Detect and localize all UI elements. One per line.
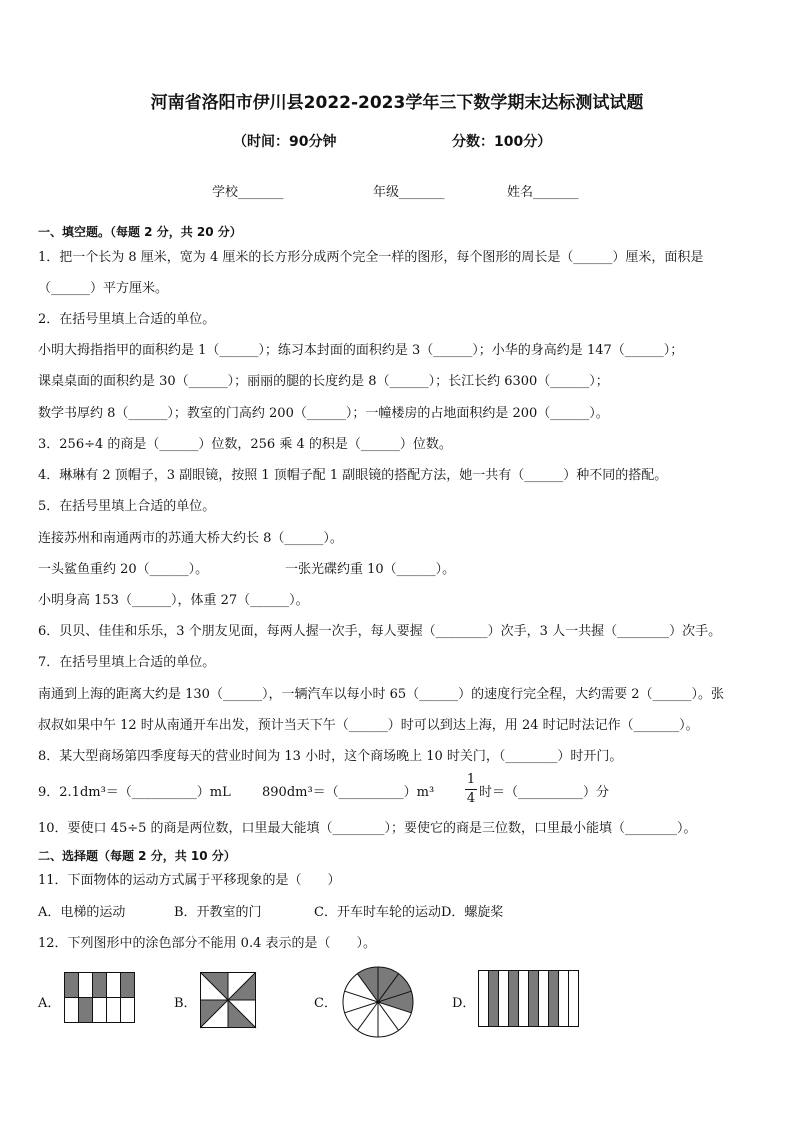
question-6: 6．贝贝、佳佳和乐乐，3 个朋友见面，每两人握一次手，每人要握（________）次手，3 人一共握（________）次手。 xyxy=(38,624,722,639)
question-2-line-2: 课桌桌面的面积约是 30（______）；丽丽的腿的长度约是 8（______）；长江长约 6300（______）； xyxy=(38,374,609,389)
question-5-line-3: 小明身高 153（______），体重 27（______）。 xyxy=(38,593,309,608)
figure-a-label: A． xyxy=(38,996,61,1011)
question-12: 12．下列图形中的涂色部分不能用 0.4 表示的是（ ）。 xyxy=(38,936,376,951)
fraction-numerator: 1 xyxy=(466,772,476,787)
question-11-option-b: B．开教室的门 xyxy=(174,905,262,920)
exam-score: 分数：100分） xyxy=(452,134,552,150)
section-heading-fill: 一、填空题。（每题 2 分，共 20 分） xyxy=(38,225,242,239)
question-9-part-b: 890dm³＝（__________）m³ xyxy=(262,785,435,800)
school-field: 学校_______ xyxy=(212,185,284,200)
name-field: 姓名_______ xyxy=(507,185,579,200)
question-2-line-1: 小明大拇指指甲的面积约是 1（______）；练习本封面的面积约是 3（______）；小华的身高约是 147（______）； xyxy=(38,343,684,358)
question-1-cont: （______）平方厘米。 xyxy=(38,281,169,296)
question-1: 1．把一个长为 8 厘米，宽为 4 厘米的长方形分成两个完全一样的图形，每个图形的周长是（______）厘米，面积是 xyxy=(38,250,704,265)
fraction-bar xyxy=(465,789,477,790)
exam-time: （时间：90分钟 xyxy=(233,134,337,150)
question-11-option-a: A．电梯的运动 xyxy=(38,905,126,920)
question-7-line-1: 南通到上海的距离大约是 130（______），一辆汽车以每小时 65（______）的速度行完全程，大约需要 2（______）。张 xyxy=(38,687,725,702)
question-3: 3．256÷4 的商是（______）位数，256 乘 4 的积是（______）位数。 xyxy=(38,437,452,452)
question-11: 11．下面物体的运动方式属于平移现象的是（ ） xyxy=(38,873,341,888)
figure-d-label: D． xyxy=(452,996,476,1011)
question-4: 4．琳琳有 2 顶帽子，3 副眼镜，按照 1 顶帽子配 1 副眼镜的搭配方法，她一共有（______）种不同的搭配。 xyxy=(38,468,668,483)
figure-b-label: B． xyxy=(174,996,197,1011)
question-10: 10．要使口 45÷5 的商是两位数，口里最大能填（________）；要使它的商是三位数，口里最小能填（________）。 xyxy=(38,821,697,836)
question-5-line-2b: 一张光碟约重 10（______）。 xyxy=(285,562,456,577)
grade-field: 年级_______ xyxy=(373,185,445,200)
question-9-part-c: 时＝（__________）分 xyxy=(479,785,610,800)
question-5-line-1: 连接苏州和南通两市的苏通大桥大约长 8（______）。 xyxy=(38,531,343,546)
question-5: 5．在括号里填上合适的单位。 xyxy=(38,499,216,514)
figure-b-square xyxy=(200,972,258,1030)
question-2-line-3: 数学书厚约 8（______）；教室的门高约 200（______）；一幢楼房的占地面积约是 200（______）。 xyxy=(38,406,609,421)
question-7: 7．在括号里填上合适的单位。 xyxy=(38,655,216,670)
question-11-option-cd: C．开车时车轮的运动D．螺旋桨 xyxy=(314,905,504,920)
question-8: 8．某大型商场第四季度每天的营业时间为 13 小时，这个商场晚上 10 时关门，（________）时开门。 xyxy=(38,749,623,764)
figure-c-label: C． xyxy=(314,996,337,1011)
fraction xyxy=(465,772,477,807)
figure-d-strips xyxy=(478,970,580,1028)
figure-a-grid xyxy=(64,972,136,1024)
question-2: 2．在括号里填上合适的单位。 xyxy=(38,312,216,327)
page-title: 河南省洛阳市伊川县2022-2023学年三下数学期末达标测试试题 xyxy=(150,93,644,113)
question-9-part-a: 9．2.1dm³＝（__________）mL xyxy=(38,785,231,800)
fraction-denominator: 4 xyxy=(466,791,476,806)
section-heading-choice: 二、选择题（每题 2 分，共 10 分） xyxy=(38,849,236,863)
figure-c-circle xyxy=(340,964,416,1040)
question-5-line-2a: 一头鲨鱼重约 20（______）。 xyxy=(38,562,209,577)
question-7-line-2: 叔叔如果中午 12 时从南通开车出发，预计当天下午（______）时可以到达上海，用 24 时记时法记作（_______）。 xyxy=(38,718,699,733)
